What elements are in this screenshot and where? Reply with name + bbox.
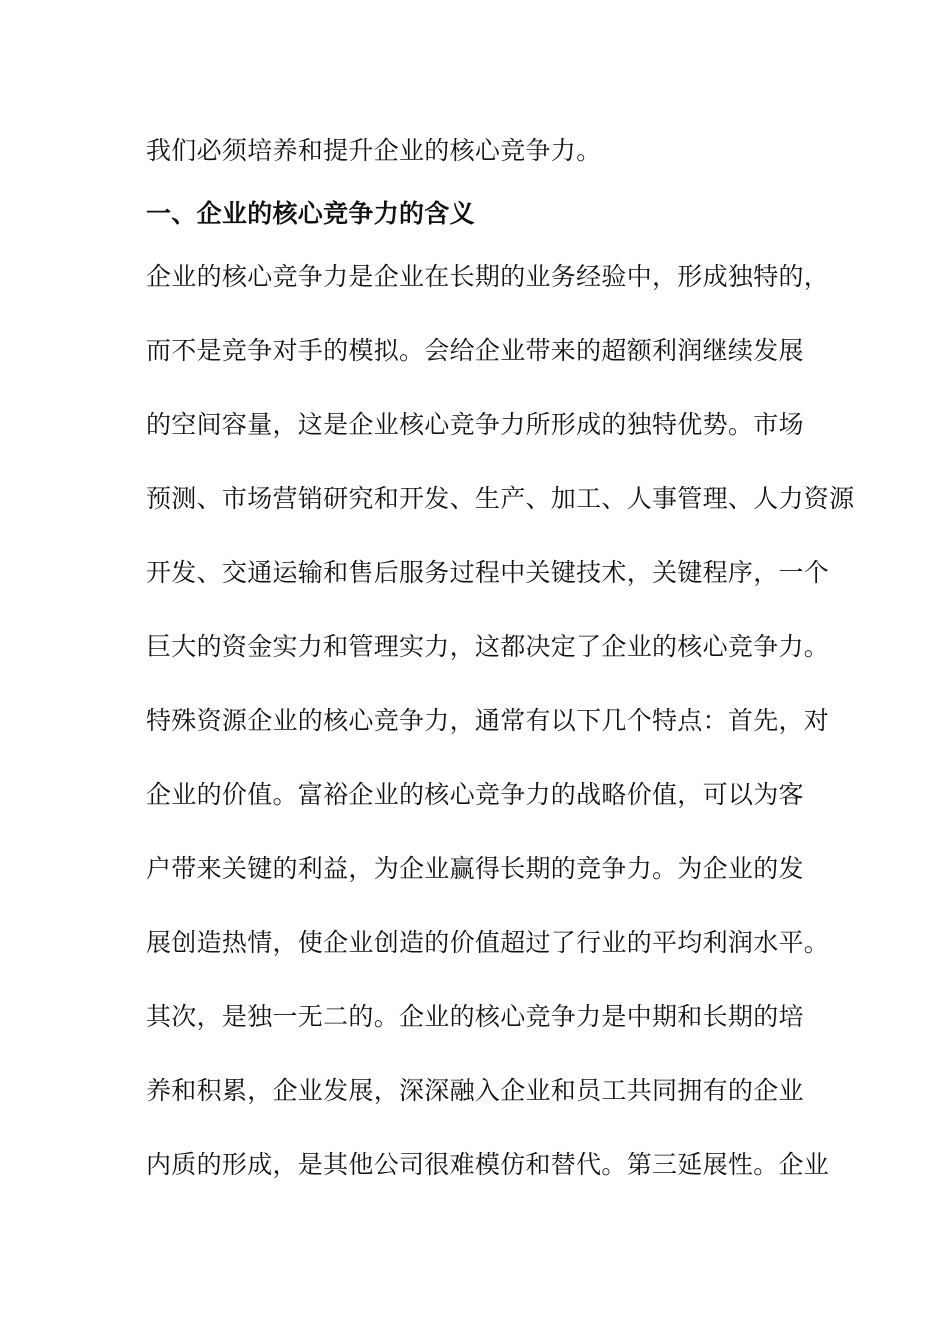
paragraph-line: 企业的价值。富裕企业的核心竞争力的战略价值，可以为客 xyxy=(146,780,804,809)
paragraph-line: 养和积累，企业发展，深深融入企业和员工共同拥有的企业 xyxy=(146,1076,804,1105)
paragraph-line: 开发、交通运输和售后服务过程中关键技术，关键程序，一个 xyxy=(146,558,830,587)
paragraph-line: 企业的核心竞争力是企业在长期的业务经验中，形成独特的， xyxy=(146,262,830,291)
paragraph-line: 展创造热情，使企业创造的价值超过了行业的平均利润水平。 xyxy=(146,928,830,957)
paragraph-line: 巨大的资金实力和管理实力，这都决定了企业的核心竞争力。 xyxy=(146,632,830,661)
paragraph-line: 内质的形成，是其他公司很难模仿和替代。第三延展性。企业 xyxy=(146,1150,830,1179)
section-heading: 一、企业的核心竞争力的含义 xyxy=(146,199,475,228)
paragraph-line: 的空间容量，这是企业核心竞争力所形成的独特优势。市场 xyxy=(146,410,804,439)
paragraph-line: 我们必须培养和提升企业的核心竞争力。 xyxy=(146,136,602,165)
paragraph-line: 特殊资源企业的核心竞争力，通常有以下几个特点：首先，对 xyxy=(146,706,830,735)
paragraph-line: 而不是竞争对手的模拟。会给企业带来的超额利润继续发展 xyxy=(146,336,804,365)
paragraph-line: 预测、市场营销研究和开发、生产、加工、人事管理、人力资源 xyxy=(146,484,855,513)
paragraph-line: 户带来关键的利益，为企业赢得长期的竞争力。为企业的发 xyxy=(146,854,804,883)
paragraph-line: 其次，是独一无二的。企业的核心竞争力是中期和长期的培 xyxy=(146,1002,804,1031)
